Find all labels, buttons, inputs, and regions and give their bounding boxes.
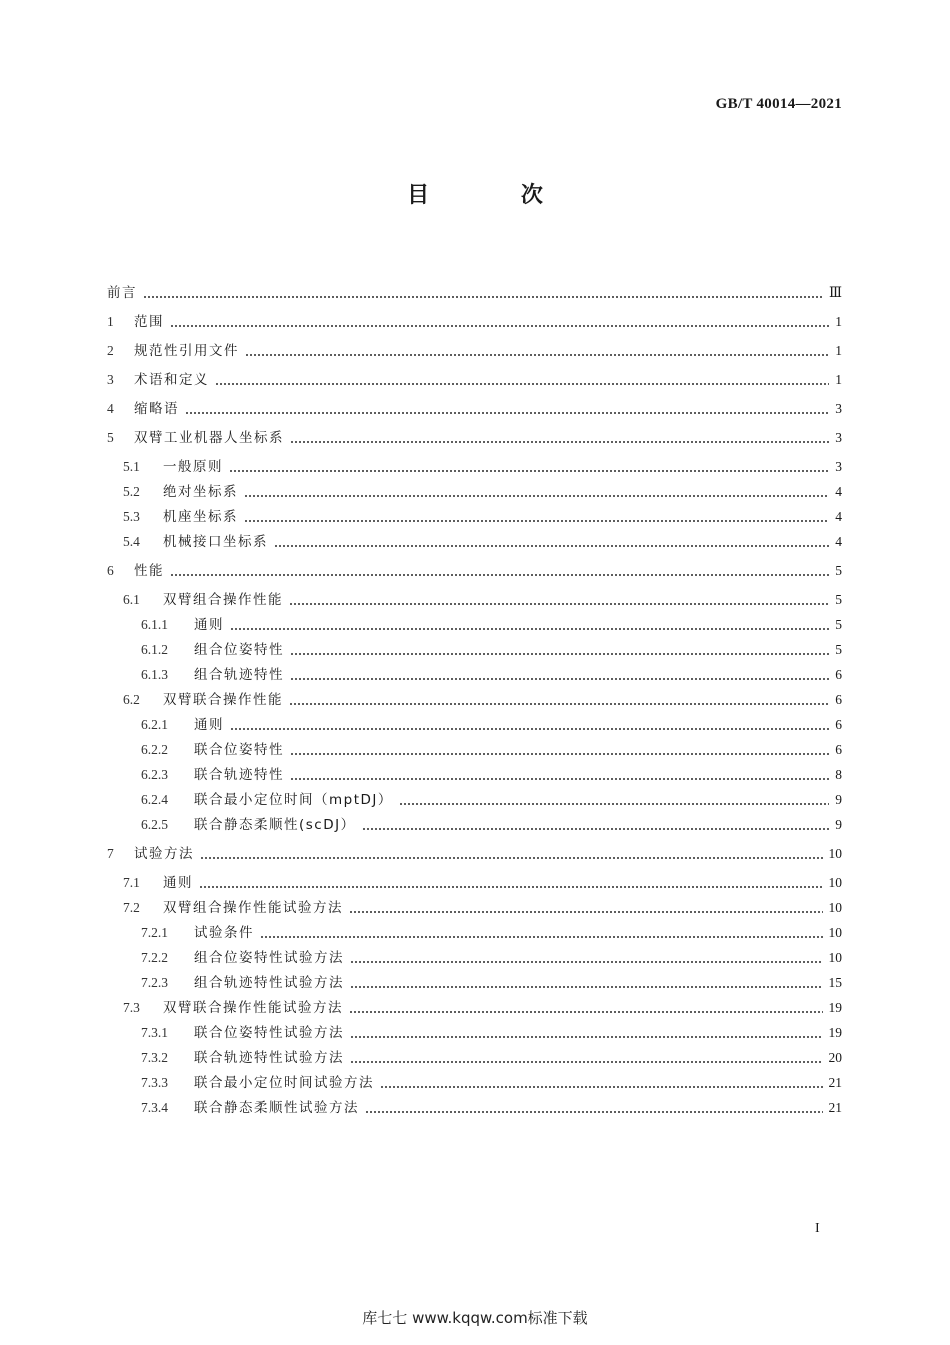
- toc-label: 组合位姿特性试验方法: [194, 950, 344, 966]
- dot-leader: [215, 369, 829, 391]
- toc-entry[interactable]: [107, 972, 842, 994]
- toc-page-number: 21: [828, 1075, 842, 1090]
- toc-section-number: 6.2.1: [141, 717, 168, 732]
- toc-entry[interactable]: [107, 714, 842, 736]
- toc-label: 试验条件: [194, 925, 254, 941]
- toc-entry-preface[interactable]: [107, 282, 842, 304]
- toc-section-number: 6.1: [123, 592, 140, 607]
- toc-label: 联合轨迹特性试验方法: [194, 1050, 344, 1066]
- dot-leader: [289, 689, 829, 711]
- toc-page-number: 5: [835, 592, 842, 607]
- toc-section-number: 6.2: [123, 692, 140, 707]
- toc-entry[interactable]: [107, 764, 842, 786]
- toc-section-number: 6.2.4: [141, 792, 168, 807]
- toc-label: 联合位姿特性试验方法: [194, 1025, 344, 1041]
- toc-page-number: 10: [828, 846, 842, 861]
- dot-leader: [229, 456, 829, 478]
- toc-label: 双臂工业机器人坐标系: [134, 430, 284, 446]
- toc-label: 通则: [194, 717, 224, 733]
- toc-section-number: 6.1.3: [141, 667, 168, 682]
- toc-entry[interactable]: [107, 1022, 842, 1044]
- toc-section-number: 5.4: [123, 534, 140, 549]
- toc-page-number: 3: [835, 430, 842, 445]
- dot-leader: [170, 560, 829, 582]
- toc-page-number: 8: [835, 767, 842, 782]
- dot-leader: [200, 843, 823, 865]
- toc-label: 联合位姿特性: [194, 742, 284, 758]
- toc-label: 联合最小定位时间（mptDJ）: [194, 792, 393, 808]
- dot-leader: [230, 714, 829, 736]
- toc-page-number: 10: [828, 925, 842, 940]
- toc-entry[interactable]: [107, 340, 842, 362]
- toc-label: 一般原则: [163, 459, 223, 475]
- toc-section-number: 7.3.1: [141, 1025, 168, 1040]
- toc-label: 联合静态柔顺性试验方法: [194, 1100, 359, 1116]
- dot-leader: [349, 897, 823, 919]
- toc-section-number: 4: [107, 401, 114, 416]
- toc-page-number: 1: [835, 372, 842, 387]
- toc-section-number: 7.3.3: [141, 1075, 168, 1090]
- toc-label: 机械接口坐标系: [163, 534, 268, 550]
- toc-entry[interactable]: [107, 664, 842, 686]
- dot-leader: [350, 972, 823, 994]
- toc-section-number: 1: [107, 314, 114, 329]
- toc-page-number: 10: [828, 950, 842, 965]
- toc-page-number: 6: [835, 717, 842, 732]
- toc-entry[interactable]: [107, 506, 842, 528]
- toc-entry[interactable]: [107, 481, 842, 503]
- toc-entry[interactable]: [107, 1097, 842, 1119]
- toc-entry[interactable]: [107, 922, 842, 944]
- toc-label: 联合静态柔顺性(scDJ）: [194, 817, 356, 833]
- toc-page-number: 19: [828, 1025, 842, 1040]
- toc-entry[interactable]: [107, 639, 842, 661]
- toc-page-number: 6: [835, 667, 842, 682]
- toc-entry[interactable]: [107, 897, 842, 919]
- dot-leader: [350, 1022, 823, 1044]
- toc-label: 双臂组合操作性能: [163, 592, 283, 608]
- toc-entry[interactable]: [107, 997, 842, 1019]
- toc-section-number: 7.3.2: [141, 1050, 168, 1065]
- toc-label: 范围: [134, 314, 164, 330]
- dot-leader: [290, 427, 829, 449]
- toc-entry[interactable]: [107, 739, 842, 761]
- toc-entry[interactable]: [107, 369, 842, 391]
- toc-label: 组合轨迹特性试验方法: [194, 975, 344, 991]
- toc-label: 规范性引用文件: [134, 343, 239, 359]
- footer-watermark: 库七七 www.kqqw.com标准下载: [362, 1309, 588, 1327]
- toc-page-number: 9: [835, 817, 842, 832]
- toc-section-number: 7.3.4: [141, 1100, 168, 1115]
- toc-page-number: 1: [835, 314, 842, 329]
- toc-page-number: 4: [835, 534, 842, 549]
- toc-page-number: Ⅲ: [828, 285, 842, 300]
- page-title: 目 次: [407, 183, 585, 208]
- dot-leader: [260, 922, 823, 944]
- dot-leader: [365, 1097, 823, 1119]
- dot-leader: [185, 398, 829, 420]
- toc-entry[interactable]: [107, 560, 842, 582]
- toc-section-number: 6.1.2: [141, 642, 168, 657]
- dot-leader: [399, 789, 829, 811]
- toc-page-number: 6: [835, 742, 842, 757]
- toc-entry[interactable]: [107, 689, 842, 711]
- toc-section-number: 7.3: [123, 1000, 140, 1015]
- toc-entry[interactable]: [107, 843, 842, 865]
- dot-leader: [290, 764, 829, 786]
- page-number: I: [815, 1221, 820, 1236]
- toc-section-number: 7.1: [123, 875, 140, 890]
- toc-section-number: 5.1: [123, 459, 140, 474]
- toc-entry[interactable]: [107, 589, 842, 611]
- dot-leader: [143, 282, 823, 304]
- toc-entry[interactable]: [107, 872, 842, 894]
- dot-leader: [290, 639, 829, 661]
- toc-page-number: 10: [828, 875, 842, 890]
- toc-section-number: 6.2.3: [141, 767, 168, 782]
- toc-page-number: 3: [835, 401, 842, 416]
- toc-page-number: 20: [828, 1050, 842, 1065]
- toc-section-number: 7.2.3: [141, 975, 168, 990]
- dot-leader: [244, 506, 829, 528]
- toc-section-number: 2: [107, 343, 114, 358]
- toc-label: 组合位姿特性: [194, 642, 284, 658]
- toc-entry[interactable]: [107, 1047, 842, 1069]
- toc-label: 术语和定义: [134, 372, 209, 388]
- toc-section-number: 7.2: [123, 900, 140, 915]
- toc-section-number: 6.2.5: [141, 817, 168, 832]
- toc-entry[interactable]: [107, 1072, 842, 1094]
- toc-entry[interactable]: [107, 311, 842, 333]
- toc-entry[interactable]: [107, 614, 842, 636]
- dot-leader: [290, 664, 829, 686]
- toc-section-number: 5.2: [123, 484, 140, 499]
- toc-section-number: 6.2.2: [141, 742, 168, 757]
- toc-section-number: 6: [107, 563, 114, 578]
- dot-leader: [290, 739, 829, 761]
- toc-page-number: 10: [828, 900, 842, 915]
- toc-label: 缩略语: [134, 401, 179, 417]
- toc-page-number: 1: [835, 343, 842, 358]
- dot-leader: [349, 997, 823, 1019]
- dot-leader: [350, 947, 823, 969]
- toc-label: 绝对坐标系: [163, 484, 238, 500]
- toc-entry[interactable]: [107, 531, 842, 553]
- toc-entry[interactable]: [107, 456, 842, 478]
- toc-label: 双臂组合操作性能试验方法: [163, 900, 343, 916]
- toc-page-number: 6: [835, 692, 842, 707]
- toc-section-number: 5: [107, 430, 114, 445]
- toc-label: 机座坐标系: [163, 509, 238, 525]
- toc-page-number: 9: [835, 792, 842, 807]
- toc-entry[interactable]: [107, 789, 842, 811]
- toc-page-number: 4: [835, 484, 842, 499]
- toc-label: 联合轨迹特性: [194, 767, 284, 783]
- toc-page-number: 3: [835, 459, 842, 474]
- toc-label: 通则: [194, 617, 224, 633]
- toc-entry[interactable]: [107, 947, 842, 969]
- toc-label: 通则: [163, 875, 193, 891]
- toc-label: 前言: [107, 285, 137, 301]
- toc-section-number: 6.1.1: [141, 617, 168, 632]
- dot-leader: [199, 872, 823, 894]
- toc-section-number: 7.2.2: [141, 950, 168, 965]
- dot-leader: [289, 589, 829, 611]
- toc-label: 双臂联合操作性能试验方法: [163, 1000, 343, 1016]
- toc-entry[interactable]: [107, 427, 842, 449]
- toc-section-number: 7.2.1: [141, 925, 168, 940]
- toc-page-number: 21: [828, 1100, 842, 1115]
- toc-page-number: 4: [835, 509, 842, 524]
- dot-leader: [362, 814, 830, 836]
- dot-leader: [245, 340, 829, 362]
- toc-entry[interactable]: [107, 814, 842, 836]
- dot-leader: [230, 614, 829, 636]
- toc-page-number: 5: [835, 642, 842, 657]
- toc-label: 双臂联合操作性能: [163, 692, 283, 708]
- toc-page-number: 15: [828, 975, 842, 990]
- dot-leader: [380, 1072, 823, 1094]
- toc-label: 试验方法: [134, 846, 194, 862]
- dot-leader: [350, 1047, 823, 1069]
- toc-label: 性能: [134, 563, 164, 579]
- toc-page-number: 5: [835, 563, 842, 578]
- dot-leader: [274, 531, 829, 553]
- dot-leader: [244, 481, 829, 503]
- standard-code: GB/T 40014—2021: [715, 96, 842, 112]
- toc-section-number: 3: [107, 372, 114, 387]
- toc-label: 组合轨迹特性: [194, 667, 284, 683]
- dot-leader: [170, 311, 829, 333]
- toc-page-number: 5: [835, 617, 842, 632]
- toc-section-number: 7: [107, 846, 114, 861]
- toc-entry[interactable]: [107, 398, 842, 420]
- toc-section-number: 5.3: [123, 509, 140, 524]
- toc-label: 联合最小定位时间试验方法: [194, 1075, 374, 1091]
- toc-page-number: 19: [828, 1000, 842, 1015]
